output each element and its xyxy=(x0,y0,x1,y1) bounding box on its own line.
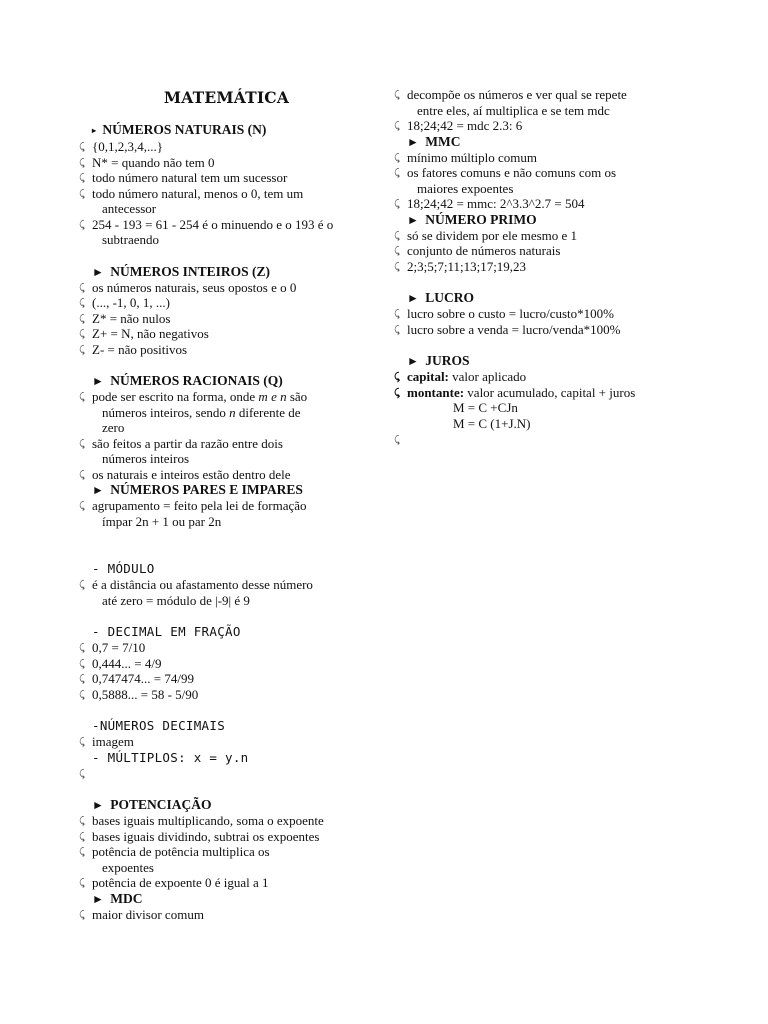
bullet-icon: ⤹ xyxy=(79,298,85,309)
arrow-icon: ► xyxy=(407,212,419,227)
list-item: ⤹ os números naturais, seus opostos e o 0 xyxy=(79,279,297,295)
bullet-icon: ⤹ xyxy=(79,674,85,685)
list-item: ⤹ são feitos a partir da razão entre dois números inteiros xyxy=(79,435,283,466)
bullet-icon: ⤹ xyxy=(79,658,85,670)
list-item: ⤹ pode ser escrito na forma, onde m e n são números inteiros, sendo n diferente de zero xyxy=(79,389,308,435)
bullet-icon: ⤹ xyxy=(79,438,85,450)
bullet-icon: ⤹ xyxy=(79,501,85,512)
section-heading-racionais: ► NÚMEROS RACIONAIS (Q) xyxy=(92,373,283,388)
section-heading-potenciacao: ► POTENCIAÇÃO xyxy=(92,797,212,812)
list-item: ⤹ 0,747474... = 74/99 xyxy=(79,671,194,686)
bullet-icon: ⤹ xyxy=(394,309,400,320)
list-item: ⤹ potência de expoente 0 é igual a 1 xyxy=(79,875,269,890)
list-item: ⤹ bases iguais dividindo, subtrai os expoentes xyxy=(79,828,320,844)
section-heading-decimais: -NÚMEROS DECIMAIS xyxy=(92,718,226,733)
bullet-icon: ⤹ xyxy=(79,909,85,921)
bullet-icon: ⤹ xyxy=(394,246,400,257)
list-item: ⤹ só se dividem por ele mesmo e 1 xyxy=(394,227,578,243)
left-column xyxy=(78,122,361,922)
list-item: ⤹ lucro sobre o custo = lucro/custo*100% xyxy=(394,306,614,321)
bullet-icon: ⤹ xyxy=(79,768,85,780)
arrow-icon: ► xyxy=(407,291,419,305)
bullet-icon: ⤹ xyxy=(394,168,400,179)
list-item: ⤹ montante: valor acumulado, capital + juros xyxy=(394,384,636,400)
list-item: ⤹ Z+ = N, não negativos xyxy=(79,326,209,341)
bullet-icon: ⤹ xyxy=(79,329,85,340)
bullet-icon: ⤹ xyxy=(79,737,85,748)
section-heading-naturais: ▸ NÚMEROS NATURAIS (N) xyxy=(92,122,267,137)
list-item: ⤹ (..., -1, 0, 1, ...) xyxy=(79,295,170,310)
list-item: ⤹ maior divisor comum xyxy=(79,906,204,922)
list-item: ⤹ imagem xyxy=(79,734,134,749)
arrow-icon: ► xyxy=(407,354,419,368)
formula-line: M = C (1+J.N) xyxy=(453,416,531,431)
list-item: ⤹ todo número natural, menos o 0, tem um antecessor xyxy=(79,185,304,216)
list-item: ⤹ os fatores comuns e não comuns com os maiores expoentes xyxy=(394,165,617,196)
list-item: ⤹ potência de potência multiplica os expoentes xyxy=(79,844,270,875)
bullet-icon: ⤹ xyxy=(79,689,85,701)
list-item: ⤹ 254 - 193 = 61 - 254 é o minuendo e o 193 é o subtraendo xyxy=(79,216,334,247)
list-item: ⤹ agrupamento = feito pela lei de formação ímpar 2n + 1 ou par 2n xyxy=(79,498,307,529)
bullet-icon: ⤹ xyxy=(79,142,85,153)
arrow-icon: ► xyxy=(92,891,104,906)
list-item: ⤹ 0,7 = 7/10 xyxy=(79,640,146,655)
list-item: ⤹ é a distância ou afastamento desse número até zero = módulo de |-9| é 9 xyxy=(79,577,313,608)
bullet-icon: ⤹ xyxy=(394,261,400,273)
bullet-icon: ⤹ xyxy=(79,643,85,654)
bullet-icon: ⤹ xyxy=(394,121,400,132)
section-heading-mmc: ► MMC xyxy=(407,133,461,149)
section-heading-inteiros: ► NÚMEROS INTEIROS (Z) xyxy=(92,263,271,279)
list-item: ⤹ bases iguais multiplicando, soma o expoente xyxy=(79,813,324,828)
arrow-icon: ► xyxy=(92,798,104,812)
bullet-icon: ⤹ xyxy=(79,878,85,889)
list-item: ⤹ 18;24;42 = mdc 2.3: 6 xyxy=(394,118,523,133)
formula-line: M = C +CJn xyxy=(453,400,518,415)
bullet-icon: ⤹ xyxy=(79,282,85,294)
list-item: ⤹ {0,1,2,3,4,...} xyxy=(79,139,163,154)
bullet-icon: ⤹ xyxy=(394,387,400,399)
section-heading-multiplos: - MÚLTIPLOS: x = y.n xyxy=(92,749,249,765)
arrow-icon: ► xyxy=(92,264,104,279)
bullet-icon: ⤹ xyxy=(394,372,400,383)
section-heading-decimal: - DECIMAL EM FRAÇÃO xyxy=(92,624,241,639)
list-item: ⤹ mínimo múltiplo comum xyxy=(394,149,537,165)
list-item: ⤹ conjunto de números naturais xyxy=(394,243,561,258)
list-item: ⤹ 0,5888... = 58 - 5/90 xyxy=(79,686,199,702)
bullet-icon: ⤹ xyxy=(394,90,400,101)
bullet-icon: ⤹ xyxy=(79,188,85,200)
section-heading-modulo: - MÓDULO xyxy=(92,561,155,576)
bullet-icon: ⤹ xyxy=(79,831,85,843)
arrow-icon: ► xyxy=(92,483,104,497)
list-item: ⤹ lucro sobre a venda = lucro/venda*100% xyxy=(394,321,621,337)
list-item xyxy=(393,432,675,448)
list-item: ⤹ 18;24;42 = mmc: 2^3.3^2.7 = 504 xyxy=(394,196,585,211)
bullet-icon: ⤹ xyxy=(79,816,85,827)
page-title: MATEMÁTICA xyxy=(163,88,290,107)
list-item xyxy=(78,766,361,782)
bullet-icon: ⤹ xyxy=(394,435,400,446)
bullet-icon: ⤹ xyxy=(394,230,400,242)
list-item: ⤹ capital: valor aplicado xyxy=(394,369,527,384)
list-item: ⤹ decompõe os números e ver qual se repete entre eles, aí multiplica e se tem mdc xyxy=(394,87,627,118)
list-item: ⤹ 0,444... = 4/9 xyxy=(79,655,162,671)
bullet-icon: ⤹ xyxy=(79,580,85,591)
bullet-icon: ⤹ xyxy=(394,324,400,336)
bullet-icon: ⤹ xyxy=(394,152,400,164)
list-item: ⤹ Z- = não positivos xyxy=(79,341,188,357)
bullet-icon: ⤹ xyxy=(79,469,85,481)
bullet-icon: ⤹ xyxy=(79,344,85,356)
list-item: ⤹ N* = quando não tem 0 xyxy=(79,154,215,170)
section-heading-mdc: ► MDC xyxy=(92,890,143,906)
bullet-icon: ⤹ xyxy=(79,157,85,169)
list-item: ⤹ todo número natural tem um sucessor xyxy=(79,170,288,185)
section-heading-lucro: ► LUCRO xyxy=(407,290,475,305)
bullet-icon: ⤹ xyxy=(79,219,85,231)
section-heading-juros: ► JUROS xyxy=(407,353,470,368)
section-heading-primo: ► NÚMERO PRIMO xyxy=(407,211,537,227)
bullet-icon: ⤹ xyxy=(394,199,400,210)
list-item: ⤹ 2;3;5;7;11;13;17;19,23 xyxy=(394,258,527,274)
bullet-icon: ⤹ xyxy=(79,392,85,403)
bullet-icon: ⤹ xyxy=(79,847,85,858)
right-column xyxy=(393,87,675,448)
bullet-icon: ⤹ xyxy=(79,313,85,325)
list-item: ⤹ Z* = não nulos xyxy=(79,310,171,326)
section-heading-pares: ► NÚMEROS PARES E IMPARES xyxy=(92,482,303,497)
arrow-icon: ▸ xyxy=(92,126,97,135)
list-item: ⤹ os naturais e inteiros estão dentro dele xyxy=(79,466,291,482)
arrow-icon: ► xyxy=(92,374,104,388)
bullet-icon: ⤹ xyxy=(79,173,85,184)
arrow-icon: ► xyxy=(407,134,419,149)
